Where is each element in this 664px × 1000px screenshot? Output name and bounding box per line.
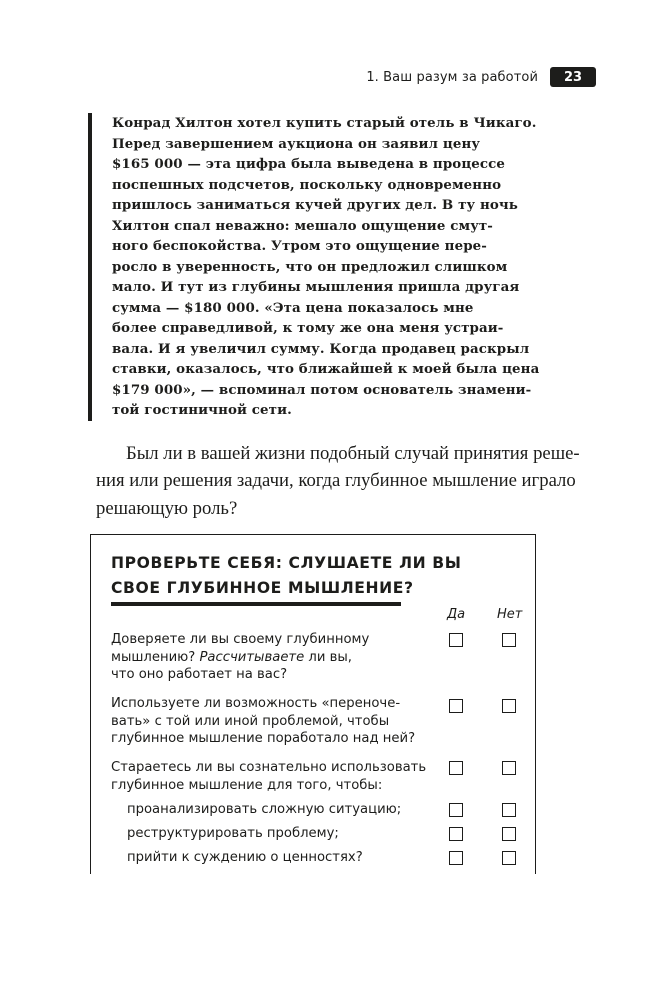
question-line: глубинное мышление поработало над ней? — [111, 731, 416, 746]
question-line: Стараетесь ли вы сознательно использовать — [111, 760, 427, 775]
running-head — [366, 66, 596, 88]
question-text — [111, 695, 415, 748]
sub-item-text: проанализировать сложную ситуацию; — [127, 802, 402, 817]
quote-line: росло в уверенность, что он предложил слишком — [112, 258, 508, 275]
checkbox-yes[interactable] — [449, 851, 463, 865]
checkbox-no[interactable] — [502, 827, 516, 841]
question-line — [111, 649, 369, 667]
question-line-part: ли вы, — [304, 649, 352, 665]
checkbox-yes[interactable] — [449, 761, 463, 775]
checkbox-yes[interactable] — [449, 633, 463, 647]
checkbox-no[interactable] — [502, 803, 516, 817]
question-line: Используете ли возможность «переноче- — [111, 696, 401, 711]
quote-line: $179 000», — вспоминал потом основатель знамени- — [112, 381, 532, 398]
question-line: глубинное мышление для того, чтобы: — [111, 777, 383, 793]
checkbox-yes[interactable] — [449, 803, 463, 817]
sub-item-text: реструктурировать проблему; — [127, 826, 339, 841]
question-emphasis: Рассчитываете — [199, 649, 305, 665]
checkbox-no[interactable] — [502, 851, 516, 865]
quote-block — [88, 113, 540, 421]
quote-line: Конрад Хилтон хотел купить старый отель в Чикаго. — [112, 115, 537, 131]
quote-line: более справедливой, к тому же она меня устраи- — [112, 320, 504, 336]
quote-line: пришлось заниматься кучей других дел. В ту ночь — [112, 197, 518, 213]
checkbox-yes[interactable] — [449, 699, 463, 713]
column-header-yes: Да — [447, 607, 466, 622]
quote-line: сумма — $180 000. «Эта цена показалось мне — [112, 299, 474, 316]
question-line: Доверяете ли вы своему глубинному — [111, 632, 370, 647]
box-title-line-1: ПРОВЕРЬТЕ СЕБЯ: СЛУШАЕТЕ ЛИ ВЫ — [111, 554, 462, 572]
checkbox-no[interactable] — [502, 633, 516, 647]
question-text — [111, 631, 369, 684]
question-text — [111, 759, 426, 794]
box-title — [111, 551, 462, 601]
quote-line: ного беспокойства. Утром это ощущение пере- — [112, 238, 487, 254]
sub-item-text: прийти к суждению о ценностях? — [127, 850, 363, 865]
quote-line: мало. И тут из глубины мышления пришла другая — [112, 279, 520, 295]
quote-line: ставки, оказалось, что ближайшей к моей была цена — [112, 361, 540, 377]
body-line: ния или решения задачи, когда глубинное мышление играло — [96, 470, 576, 492]
body-line: решающую роль? — [96, 497, 238, 519]
box-title-line-2: СВОЕ ГЛУБИННОЕ МЫШЛЕНИЕ? — [111, 579, 414, 597]
question-line-part: мышлению? — [111, 649, 200, 665]
checkbox-no[interactable] — [502, 699, 516, 713]
quote-line: Перед завершением аукциона он заявил цену — [112, 135, 481, 152]
quote-line: той гостиничной сети. — [112, 402, 292, 418]
column-header-no: Нет — [497, 607, 523, 622]
question-line: вать» с той или иной проблемой, чтобы — [111, 713, 390, 729]
chapter-title: 1. Ваш разум за работой — [366, 69, 538, 85]
question-line: что оно работает на вас? — [111, 667, 288, 682]
quote-line: Хилтон спал неважно: мешало ощущение смут- — [112, 217, 493, 234]
quote-line: $165 000 — эта цифра была выведена в процессе — [112, 156, 506, 172]
body-paragraph — [96, 440, 580, 522]
checkbox-yes[interactable] — [449, 827, 463, 841]
quote-line: поспешных подсчетов, поскольку одновременно — [112, 176, 502, 193]
title-underline — [111, 602, 401, 606]
body-line: Был ли в вашей жизни подобный случай принятия реше- — [126, 443, 580, 464]
checkbox-no[interactable] — [502, 761, 516, 775]
self-check-box — [90, 534, 536, 874]
page-number: 23 — [550, 67, 596, 87]
quote-line: вала. И я увеличил сумму. Когда продавец раскрыл — [112, 340, 530, 357]
